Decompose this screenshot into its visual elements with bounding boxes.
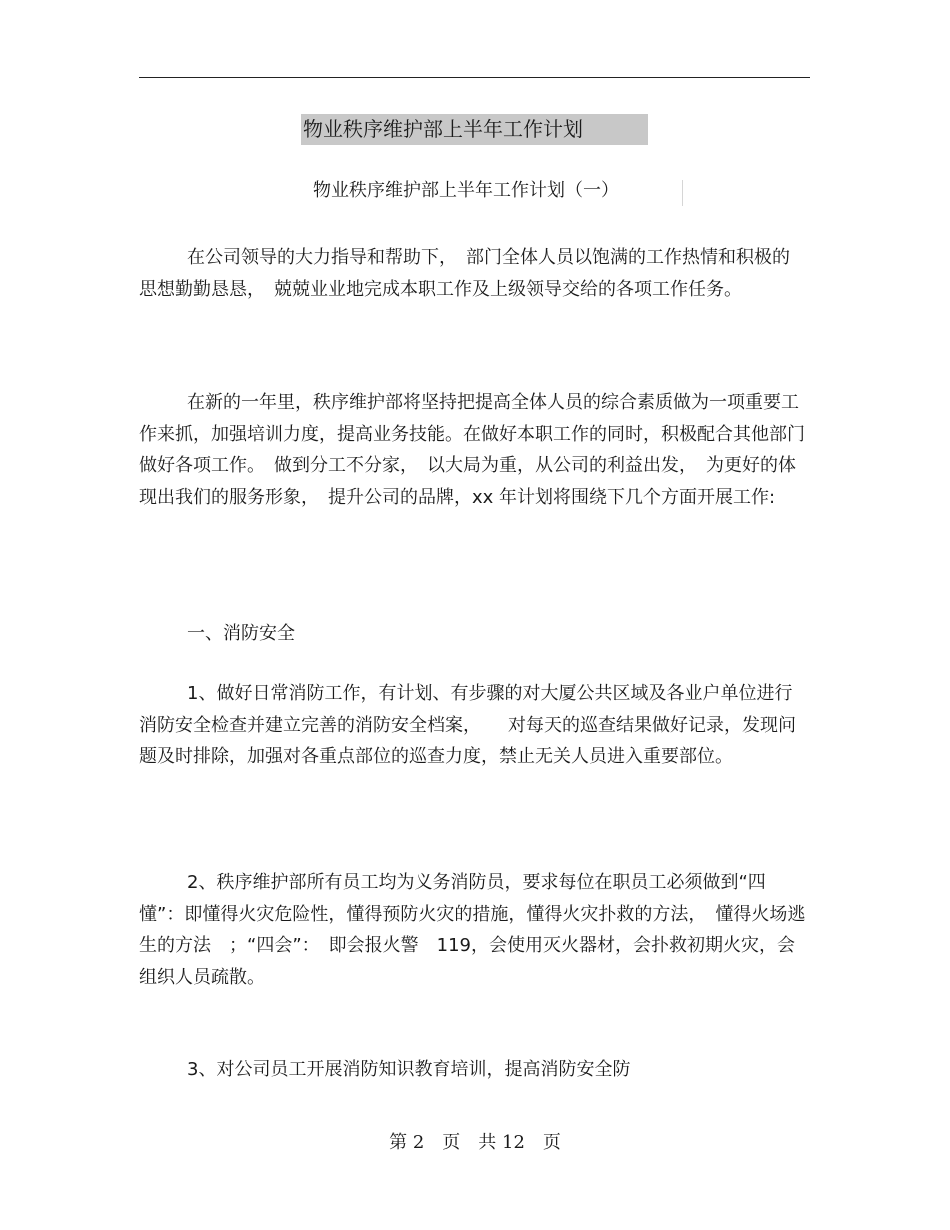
header-rule — [139, 77, 810, 78]
paragraph-intro: 在公司领导的大力指导和帮助下， 部门全体人员以饱满的工作热情和积极的思想勤勤恳恳， 兢兢业业地完成本职工作及上级领导交给的各项工作任务。 — [139, 247, 790, 300]
paragraph-plan: 在新的一年里，秩序维护部将坚持把提高全体人员的综合素质做为一项重要工作来抓，加强培训力度，提高业务技能。在做好本职工作的同时，积极配合其他部门做好各项工作。 做到分工不分家， 以大局为重，从公司的利益出发， 为更好的体现出我们的服务形象， 提升公司的品牌，xx 年计划将围绕下几个方面开展工作: — [139, 392, 805, 508]
document-title: 物业秩序维护部上半年工作计划 — [301, 114, 648, 145]
document-subtitle: 物业秩序维护部上半年工作计划（一） — [313, 180, 619, 201]
page-footer: 第 2 页 共 12 页 — [389, 1132, 561, 1153]
section-heading-fire-safety: 一、消防安全 — [187, 623, 295, 644]
paragraph-item-3: 3、对公司员工开展消防知识教育培训，提高消防安全防 — [187, 1059, 631, 1080]
paragraph-item-1: 1、做好日常消防工作，有计划、有步骤的对大厦公共区域及各业户单位进行消防安全检查并建立完善的消防安全档案， 对每天的巡查结果做好记录，发现问题及时排除，加强对各重点部位的巡查力度，禁止无关人员进入重要部位。 — [139, 683, 796, 767]
paragraph-item-2: 2、秩序维护部所有员工均为义务消防员，要求每位在职员工必须做到“四懂”：即懂得火灾危险性，懂得预防火灾的措施，懂得火灾扑救的方法， 懂得火场逃生的方法 ；“四会”： 即会报火警 119，会使用灭火器材，会扑救初期火灾，会组织人员疏散。 — [139, 872, 806, 988]
text-cursor-mark — [682, 180, 683, 206]
